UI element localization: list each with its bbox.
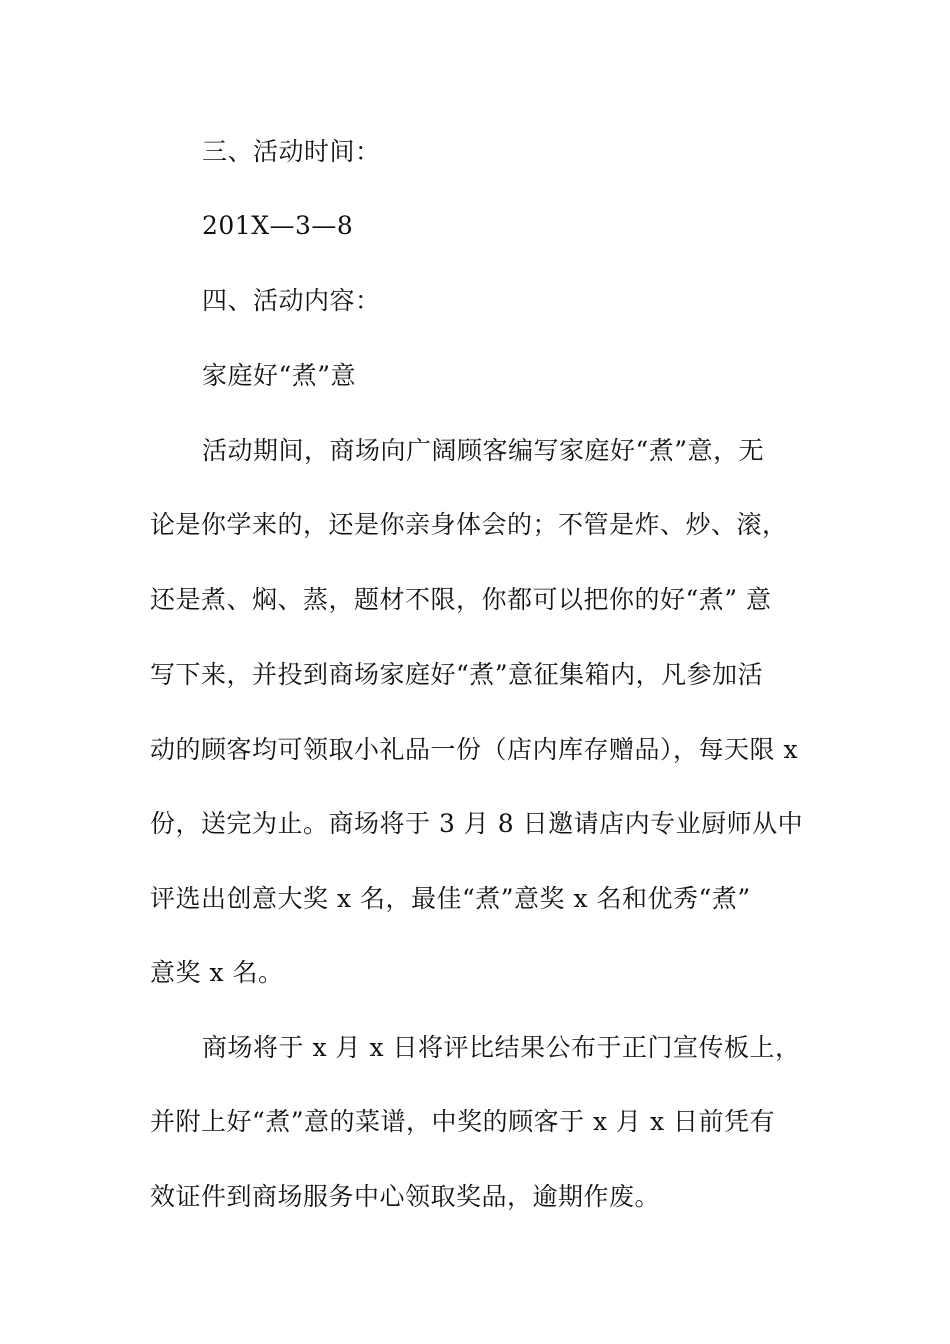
section-heading-activity-content: 四、活动内容： — [202, 286, 381, 315]
paragraph-line: 份，送完为止。商场将于 3 月 8 日邀请店内专业厨师从中 — [150, 809, 804, 838]
paragraph-line: 商场将于 x 月 x 日将评比结果公布于正门宣传板上， — [202, 1033, 801, 1062]
paragraph-line: 写下来，并投到商场家庭好“煮”意征集箱内，凡参加活 — [150, 660, 764, 689]
paragraph-line: 动的顾客均可领取小礼品一份（店内库存赠品），每天限 x — [150, 735, 799, 764]
section-heading-activity-time: 三、活动时间： — [202, 137, 381, 166]
paragraph-line: 效证件到商场服务中心领取奖品，逾期作废。 — [150, 1182, 661, 1211]
paragraph-line: 论是你学来的，还是你亲身体会的；不管是炸、炒、滚， — [150, 510, 788, 539]
paragraph-line: 还是煮、焖、蒸，题材不限，你都可以把你的好“煮” 意 — [150, 585, 772, 614]
activity-title: 家庭好“煮”意 — [202, 361, 357, 390]
paragraph-line: 活动期间，商场向广阔顾客编写家庭好“煮”意，无 — [202, 436, 765, 465]
paragraph-line: 意奖 x 名。 — [150, 958, 284, 987]
paragraph-line: 并附上好“煮”意的菜谱，中奖的顾客于 x 月 x 日前凭有 — [150, 1107, 776, 1136]
activity-date: 201X—3—8 — [202, 211, 354, 240]
paragraph-line: 评选出创意大奖 x 名，最佳“煮”意奖 x 名和优秀“煮” — [150, 884, 751, 913]
